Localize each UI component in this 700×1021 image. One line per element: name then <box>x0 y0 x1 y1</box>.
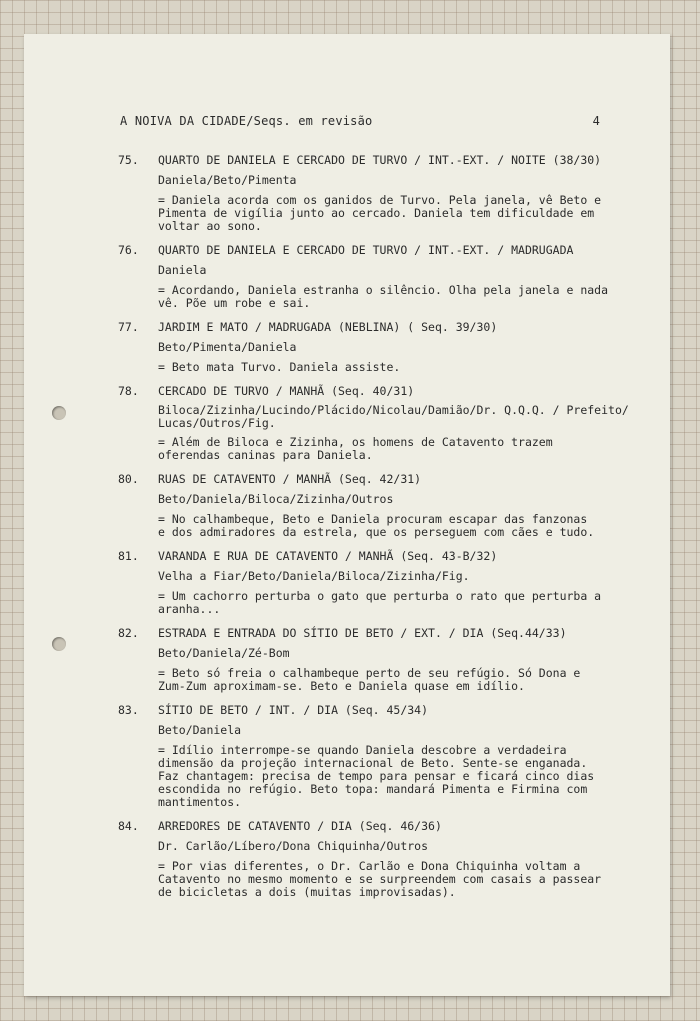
scene-number: 80. <box>118 472 139 486</box>
scene-characters: Beto/Pimenta/Daniela <box>158 340 297 354</box>
scene-description: = No calhambeque, Beto e Daniela procuram escapar das fanzonas e dos admiradores da estrela, que os perseguem com cães e tudo. <box>158 512 595 539</box>
binder-hole-top <box>52 406 66 420</box>
scene-description: = Beto mata Turvo. Daniela assiste. <box>158 360 401 374</box>
scene-number: 78. <box>118 384 139 398</box>
scene-78 <box>118 384 648 462</box>
scene-83 <box>118 703 648 809</box>
scene-number: 77. <box>118 320 139 334</box>
scene-heading: CERCADO DE TURVO / MANHÃ (Seq. 40/31) <box>158 384 415 398</box>
scene-characters: Velha a Fiar/Beto/Daniela/Biloca/Zizinha/Fig. <box>158 569 470 583</box>
page-header <box>120 114 600 128</box>
scene-number: 82. <box>118 626 139 640</box>
scene-description: = Acordando, Daniela estranha o silêncio. Olha pela janela e nada vê. Põe um robe e sai. <box>158 283 609 310</box>
scene-number: 76. <box>118 243 139 257</box>
scene-heading: JARDIM E MATO / MADRUGADA (NEBLINA) ( Seq. 39/30) <box>158 320 498 334</box>
binder-hole-bottom <box>52 637 66 651</box>
scene-84 <box>118 819 648 899</box>
scene-heading: QUARTO DE DANIELA E CERCADO DE TURVO / INT.-EXT. / MADRUGADA <box>158 243 574 257</box>
scene-heading: RUAS DE CATAVENTO / MANHÃ (Seq. 42/31) <box>158 472 422 486</box>
scene-number: 84. <box>118 819 139 833</box>
scene-list <box>118 153 648 909</box>
scene-characters: Daniela/Beto/Pimenta <box>158 173 297 187</box>
scene-heading: SÍTIO DE BETO / INT. / DIA (Seq. 45/34) <box>158 703 429 717</box>
scene-description: = Por vias diferentes, o Dr. Carlão e Dona Chiquinha voltam a Catavento no mesmo momento e se surpreendem com casais a passear de bicicletas a dois (muitas improvisadas). <box>158 859 602 899</box>
scene-description: = Idílio interrompe-se quando Daniela descobre a verdadeira dimensão da projeção internacional de Beto. Sente-se enganada. Faz chantagem: precisa de tempo para pensar e ficará cinco dias escondida no refúgio. Beto topa: mandará Pimenta e Firmina com mantimentos. <box>158 743 595 809</box>
scene-characters: Dr. Carlão/Líbero/Dona Chiquinha/Outros <box>158 839 429 853</box>
scene-heading: ARREDORES DE CATAVENTO / DIA (Seq. 46/36) <box>158 819 442 833</box>
scene-heading: ESTRADA E ENTRADA DO SÍTIO DE BETO / EXT. / DIA (Seq.44/33) <box>158 626 567 640</box>
scene-characters: Daniela <box>158 263 207 277</box>
document-page <box>24 34 670 996</box>
scene-heading: VARANDA E RUA DE CATAVENTO / MANHÃ (Seq. 43-B/32) <box>158 549 498 563</box>
scene-75 <box>118 153 648 233</box>
scene-number: 75. <box>118 153 139 167</box>
scene-number: 81. <box>118 549 139 563</box>
scene-heading: QUARTO DE DANIELA E CERCADO DE TURVO / INT.-EXT. / NOITE (38/30) <box>158 153 602 167</box>
scene-description: = Beto só freia o calhambeque perto de seu refúgio. Só Dona e Zum-Zum aproximam-se. Beto e Daniela quase em idílio. <box>158 666 581 693</box>
scene-76 <box>118 243 648 310</box>
scene-characters: Biloca/Zizinha/Lucindo/Plácido/Nicolau/Damião/Dr. Q.Q.Q. / Prefeito/ Lucas/Outros/Fig. <box>158 403 629 430</box>
document-title: A NOIVA DA CIDADE/Seqs. em revisão <box>120 114 373 128</box>
scene-characters: Beto/Daniela <box>158 723 242 737</box>
scene-description: = Além de Biloca e Zizinha, os homens de Catavento trazem oferendas caninas para Daniela. <box>158 435 553 462</box>
scene-description: = Um cachorro perturba o gato que perturba o rato que perturba a aranha... <box>158 589 602 616</box>
scene-82 <box>118 626 648 693</box>
scene-77 <box>118 320 648 374</box>
scene-81 <box>118 549 648 616</box>
scene-80 <box>118 472 648 539</box>
scene-description: = Daniela acorda com os ganidos de Turvo. Pela janela, vê Beto e Pimenta de vigília junto ao cercado. Daniela tem dificuldade em voltar ao sono. <box>158 193 602 233</box>
page-number: 4 <box>592 114 600 128</box>
scene-number: 83. <box>118 703 139 717</box>
scene-characters: Beto/Daniela/Zé-Bom <box>158 646 290 660</box>
scene-characters: Beto/Daniela/Biloca/Zizinha/Outros <box>158 492 394 506</box>
